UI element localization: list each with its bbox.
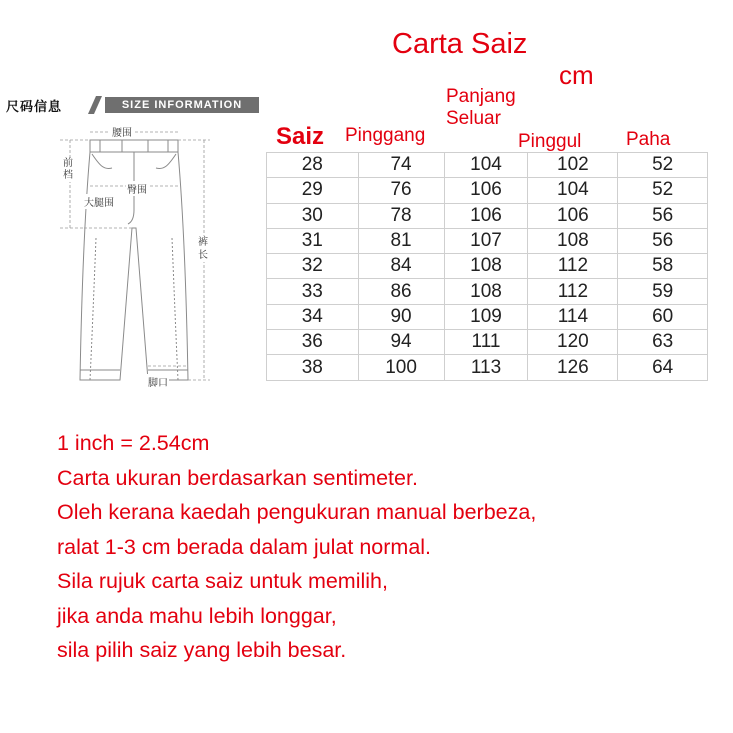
table-cell: 94 <box>358 330 444 355</box>
banner-chinese: 尺码信息 <box>6 99 63 114</box>
note-line: Oleh kerana kaedah pengukuran manual berbeza, <box>57 500 537 524</box>
table-cell: 112 <box>528 254 618 279</box>
table-cell: 34 <box>267 304 359 329</box>
header-length-line1: Panjang <box>446 86 516 107</box>
table-cell: 109 <box>444 304 528 329</box>
table-cell: 113 <box>444 355 528 380</box>
table-cell: 120 <box>528 330 618 355</box>
table-cell: 32 <box>267 254 359 279</box>
note-line: 1 inch = 2.54cm <box>57 431 210 455</box>
table-cell: 78 <box>358 203 444 228</box>
table-cell: 114 <box>528 304 618 329</box>
table-cell: 31 <box>267 228 359 253</box>
table-row <box>267 228 708 253</box>
table-cell: 56 <box>618 228 708 253</box>
table-cell: 28 <box>267 153 359 178</box>
table-cell: 108 <box>444 254 528 279</box>
table-cell: 81 <box>358 228 444 253</box>
size-table <box>266 152 708 381</box>
note-line: sila pilih saiz yang lebih besar. <box>57 638 347 662</box>
table-row <box>267 178 708 203</box>
notes-block <box>57 426 536 668</box>
table-row <box>267 279 708 304</box>
length-label: 裤长 <box>198 237 208 261</box>
table-cell: 86 <box>358 279 444 304</box>
table-cell: 111 <box>444 330 528 355</box>
table-cell: 112 <box>528 279 618 304</box>
table-cell: 76 <box>358 178 444 203</box>
table-row <box>267 330 708 355</box>
table-cell: 29 <box>267 178 359 203</box>
header-size: Saiz <box>276 123 325 150</box>
table-cell: 60 <box>618 304 708 329</box>
table-cell: 102 <box>528 153 618 178</box>
unit-label: cm <box>559 60 594 90</box>
table-cell: 58 <box>618 254 708 279</box>
table-row <box>267 254 708 279</box>
table-cell: 106 <box>444 178 528 203</box>
note-line: ralat 1-3 cm berada dalam julat normal. <box>57 534 432 559</box>
table-cell: 64 <box>618 355 708 380</box>
table-row <box>267 203 708 228</box>
table-cell: 104 <box>528 178 618 203</box>
table-cell: 90 <box>358 304 444 329</box>
thigh-label: 大腿围 <box>83 194 115 209</box>
table-cell: 126 <box>528 355 618 380</box>
table-cell: 108 <box>528 228 618 253</box>
table-row <box>267 355 708 380</box>
waistband-shape <box>90 140 178 152</box>
table-cell: 84 <box>358 254 444 279</box>
banner-slash-icon <box>86 95 106 115</box>
table-cell: 108 <box>444 279 528 304</box>
note-line: jika anda mahu lebih longgar, <box>57 603 337 628</box>
table-row <box>267 153 708 178</box>
table-cell: 74 <box>358 153 444 178</box>
table-cell: 106 <box>444 203 528 228</box>
note-line: Sila rujuk carta saiz untuk memilih, <box>57 569 388 593</box>
waist-label: 腰围 <box>110 124 134 139</box>
header-thigh: Paha <box>626 129 671 150</box>
header-hip: Pinggul <box>518 131 582 152</box>
table-cell: 59 <box>618 279 708 304</box>
front-rise-label: 前档 <box>63 158 73 181</box>
table-cell: 33 <box>267 279 359 304</box>
table-cell: 38 <box>267 355 359 380</box>
header-length-line2: Seluar <box>446 108 501 129</box>
table-cell: 107 <box>444 228 528 253</box>
table-cell: 36 <box>267 330 359 355</box>
header-waist: Pinggang <box>345 125 426 146</box>
table-cell: 104 <box>444 153 528 178</box>
note-line: Carta ukuran berdasarkan sentimeter. <box>57 465 418 490</box>
table-row <box>267 304 708 329</box>
table-cell: 56 <box>618 203 708 228</box>
hip-label: 臀围 <box>126 181 148 196</box>
hem-label: 脚口 <box>147 374 169 389</box>
table-cell: 52 <box>618 178 708 203</box>
table-cell: 100 <box>358 355 444 380</box>
chart-title: Carta Saiz <box>392 28 528 60</box>
banner-english: SIZE INFORMATION <box>105 97 259 113</box>
table-cell: 106 <box>528 203 618 228</box>
table-cell: 63 <box>618 330 708 355</box>
table-cell: 52 <box>618 153 708 178</box>
table-cell: 30 <box>267 203 359 228</box>
